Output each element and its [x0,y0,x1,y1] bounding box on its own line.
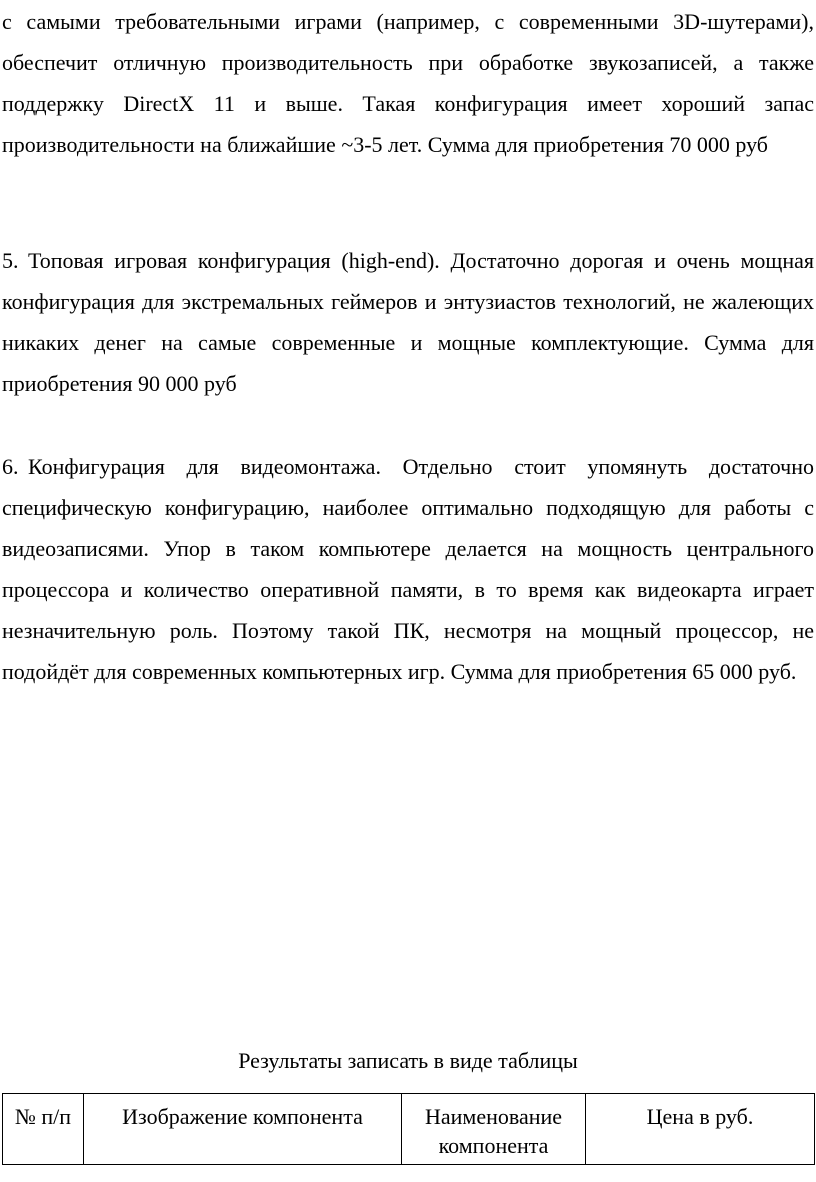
header-component-name: Наименование компонента [402,1094,586,1165]
paragraph-intro [2,1,814,165]
list-item-6-text: Конфигурация для видеомонтажа. Отдельно стоит упомянуть достаточно специфическую конфигурацию, наиболее оптимально подходящую для работы с видеозаписями. Упор в таком компьютере делается на мощность центрального процессора и количество оперативной памяти, в то время как видеокарта играет незначительную роль. Поэтому такой ПК, несмотря на мощный процессор, не подойдёт для современных компьютерных игр. Сумма для приобретения 65 000 руб. [2,454,814,684]
table-header-row [3,1094,815,1165]
list-item-5 [2,240,814,404]
table-caption: Результаты записать в виде таблицы [238,1048,578,1073]
header-price: Цена в руб. [586,1094,815,1165]
results-table [2,1093,815,1165]
header-component-image: Изображение компонента [84,1094,402,1165]
list-item-5-text: Топовая игровая конфигурация (high-end). Достаточно дорогая и очень мощная конфигурация для экстремальных геймеров и энтузиастов технологий, не жалеющих никаких денег на самые современные и мощные комплектующие. Сумма для приобретения 90 000 руб [2,248,814,396]
header-number: № п/п [3,1094,84,1165]
list-item-6-number: 6. [2,454,19,479]
list-item-6 [2,446,814,692]
paragraph-intro-text: с самыми требовательными играми (например, с современными 3D-шутерами), обеспечит отличную производительность при обработке звукозаписей, а также поддержку DirectX 11 и выше. Такая конфигурация имеет хороший запас производительности на ближайшие ~3-5 лет. Сумма для приобретения 70 000 руб [2,9,814,157]
list-item-5-number: 5. [2,248,19,273]
